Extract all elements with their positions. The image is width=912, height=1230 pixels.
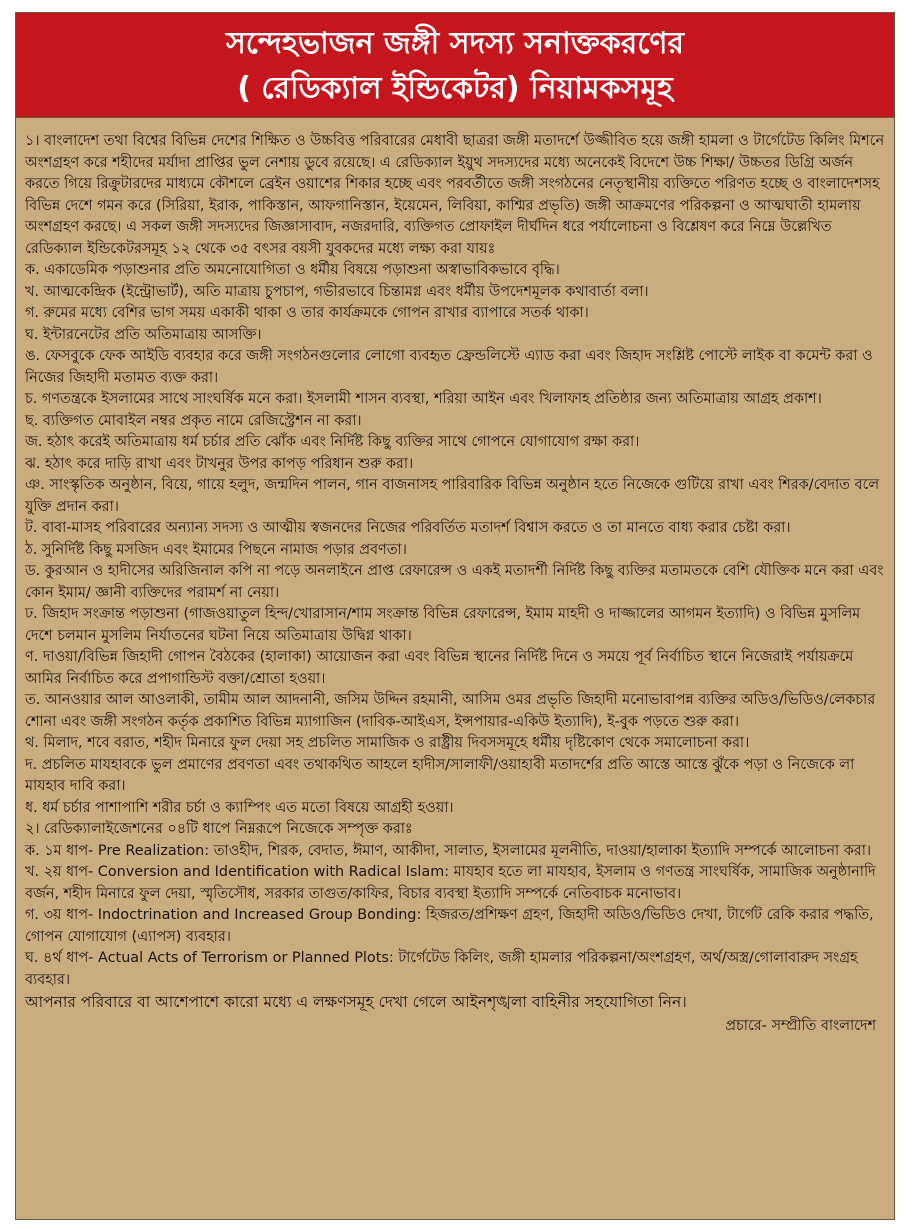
indicator-item: থ. মিলাদ, শবে বরাত, শহীদ মিনারে ফুল দেয়া সহ প্রচলিত সামাজিক ও রাষ্ট্রীয় দিবসসমূহে ধর্মীয় দৃষ্টিকোণ থেকে সমালোচনা করা। [25, 735, 750, 751]
stage-item: ক. ১ম ধাপ- Pre Realization: তাওহীদ, শিরক, বেদাত, ঈমাণ, আকীদা, সালাত, ইসলামের মূলনীতি, দাওয়া/হালাকা ইত্যাদি সম্পর্কে আলোচনা করা। [25, 842, 872, 859]
indicator-item: ট. বাবা-মাসহ পরিবারের অন্যান্য সদস্য ও আত্মীয় স্বজনদের নিজের পরিবর্তিত মতাদর্শ বিশ্বাস করতে ও তা মানতে বাধ্য করার চেষ্টা করা। [25, 520, 791, 536]
indicator-item: গ. রুমের মধ্যে বেশির ভাগ সময় একাকী থাকা ও তার কার্যক্রমকে গোপন রাখার ব্যাপারে সতর্ক থাকা। [25, 305, 589, 321]
intro-paragraph: ১। বাংলাদেশ তথা বিশ্বের বিভিন্ন দেশের শিক্ষিত ও উচ্চবিত্ত পরিবারের মেধাবী ছাত্ররা জঙ্গী মতাদর্শে উজ্জীবিত হয়ে জঙ্গী হামলা ও টার্গেটেড কিলিং মিশনে অংশগ্রহণ করে শহীদের মর্যাদা প্রাপ্তির ভুল নেশায় ডুবে রয়েছে। এ রেডিক্যাল ইয়ুথ সদস্যদের মধ্যে অনেকেই বিদেশে উচ্চ শিক্ষা/ উচ্চতর ডিগ্রি অর্জন করতে গিয়ে রিক্রুটারদের মাধ্যমে কৌশলে ব্রেইন ওয়াশের শিকার হচ্ছে এবং পরবর্তীতে জঙ্গী সংগঠনের নেতৃস্থানীয় ব্যক্তিতে পরিণত হচ্ছে ও বাংলাদেশসহ বিভিন্ন দেশে গমন করে (সিরিয়া, ইরাক, পাকিস্তান, আফগানিস্তান, ইয়েমেন, লিবিয়া, কাশ্মির প্রভৃতি) জঙ্গী আক্রমণের পরিকল্পনা ও আত্মঘাতী হামলায় অংশগ্রহণ করছে। এ সকল জঙ্গী সদস্যদের জিজ্ঞাসাবাদ, নজরদারি, ব্যক্তিগত প্রোফাইল দীর্ঘদিন ধরে পর্যালোচনা ও বিশ্লেষণ করে নিম্নে উল্লেখিত রেডিক্যাল ইন্ডিকেটরসমূহ ১২ থেকে ৩৫ বৎসর বয়সী যুবকদের মধ্যে লক্ষ্য করা যায়ঃ [25, 133, 885, 257]
stage-item: খ. ২য় ধাপ- Conversion and Identification with Radical Islam: মাযহাব হতে লা মাযহাব, ইসলাম ও গণতন্ত্র সাংঘর্ষিক, সামাজিক অনুষ্ঠানাদি বর্জন, শহীদ মিনারে ফুল দেয়া, স্মৃতিসৌধ, সরকার তাগুত/কাফির, বিচার ব্যবস্থা ইত্যাদি সম্পর্কে নেতিবাচক মনোভাব। [25, 864, 876, 902]
stages-intro: ২। রেডিক্যালাইজেশনের ০৪টি ধাপে নিম্নরূপে নিজেকে সম্পৃক্ত করাঃ [25, 821, 413, 837]
indicator-item: চ. গণতন্ত্রকে ইসলামের সাথে সাংঘর্ষিক মনে করা। ইসলামী শাসন ব্যবস্থা, শরিয়া আইন এবং খিলাফাহ প্রতিষ্ঠার জন্য অতিমাত্রায় আগ্রহ প্রকাশ। [25, 391, 822, 407]
title-line-2: ( রেডিক্যাল ইন্ডিকেটর) নিয়ামকসমূহ [237, 71, 673, 106]
credit-line: প্রচারে- সম্প্রীতি বাংলাদেশ [725, 1018, 876, 1034]
indicator-item: ত. আনওয়ার আল আওলাকী, তামীম আল আদনানী, জসিম উদ্দিন রহমানী, আসিম ওমর প্রভৃতি জিহাদী মনোভাবাপন্ন ব্যক্তির অডিও/ভিডিও/লেকচার শোনা এবং জঙ্গী সংগঠন কর্তৃক প্রকাশিত বিভিন্ন ম্যাগাজিন (দাবিক-আইএস, ইন্সপায়ার-একিউ ইত্যাদি), ই-বুক পড়তে শুরু করা। [25, 692, 876, 730]
stage-item: ঘ. ৪র্থ ধাপ- Actual Acts of Terrorism or Planned Plots: টার্গেটেড কিলিং, জঙ্গী হামলার পরিকল্পনা/অংশগ্রহণ, অর্থ/অস্ত্র/গোলাবারুদ সংগ্রহ ব্যবহার। [25, 950, 858, 988]
indicator-item: ঞ. সাংস্কৃতিক অনুষ্ঠান, বিয়ে, গায়ে হলুদ, জন্মদিন পালন, গান বাজনাসহ পারিবারিক বিভিন্ন অনুষ্ঠান হতে নিজেকে গুটিয়ে রাখা এবং শিরক/বেদাত বলে যুক্তি প্রদান করা। [25, 477, 880, 515]
indicator-item: ক. একাডেমিক পড়াশুনার প্রতি অমনোযোগিতা ও ধর্মীয় বিষয়ে পড়াশুনা অস্বাভাবিকভাবে বৃদ্ধি। [25, 262, 560, 278]
poster [15, 12, 895, 1220]
indicator-item: ধ. ধর্ম চর্চার পাশাপাশি শরীর চর্চা ও ক্যাম্পিং এত মতো বিষয়ে আগ্রহী হওয়া। [25, 799, 454, 816]
indicator-item: ঘ. ইন্টারনেটের প্রতি অতিমাত্রায় আসক্তি। [25, 326, 262, 343]
closing-note: আপনার পরিবারে বা আশেপাশে কারো মধ্যে এ লক্ষণসমূহ দেখা গেলে আইনশৃঙ্খলা বাহিনীর সহযোগিতা নিন। [25, 993, 687, 1011]
indicator-item: ণ. দাওয়া/বিভিন্ন জিহাদী গোপন বৈঠকের (হালাকা) আয়োজন করা এবং বিভিন্ন স্থানের নির্দিষ্ট দিনে ও সময়ে পূর্ব নির্বাচিত স্থানে নিজেরাই পর্যায়ক্রমে আমির নির্বাচিত করে প্রপাগান্ডিস্ট বক্তা/শ্রোতা হওয়া। [25, 649, 854, 687]
indicator-item: ঝ. হঠাৎ করে দাড়ি রাখা এবং টাখনুর উপর কাপড় পরিধান শুরু করা। [25, 455, 414, 472]
indicator-item: খ. আত্মকেন্দ্রিক (ইন্ট্রোভার্ট), অতি মাত্রায় চুপচাপ, গভীরভাবে চিন্তামগ্ন এবং ধর্মীয় উপদেশমূলক কথাবার্তা বলা। [25, 283, 649, 300]
indicator-item: ঢ. জিহাদ সংক্রান্ত পড়াশুনা (গাজওয়াতুল হিন্দ/খোরাসান/শাম সংক্রান্ত বিভিন্ন রেফারেন্স, ইমাম মাহদী ও দাজ্জালের আগমন ইত্যাদি) ও বিভিন্ন মুসলিম দেশে চলমান মুসলিম নির্যাতনের ঘটনা নিয়ে অতিমাত্রায় উদ্বিগ্ন থাকা। [25, 606, 861, 644]
indicator-item: ড. কুরআন ও হাদীসের অরিজিনাল কপি না পড়ে অনলাইনে প্রাপ্ত রেফারেন্স ও একই মতাদর্শী নির্দিষ্ট কিছু ব্যক্তির মতামতকে বেশি যৌক্তিক মনে করা এবং কোন ইমাম/ জ্ঞানী ব্যক্তিদের পরামর্শ না নেয়া। [25, 563, 884, 601]
indicator-item: ছ. ব্যক্তিগত মোবাইল নম্বর প্রকৃত নামে রেজিস্ট্রেশন না করা। [25, 412, 362, 429]
indicator-item: দ. প্রচলিত মাযহাবকে ভুল প্রমাণের প্রবণতা এবং তথাকথিত আহলে হাদীস/সালাফী/ওয়াহাবী মতাদর্শের প্রতি আস্তে আস্তে ঝুঁকে পড়া ও নিজেকে লা মাযহাব দাবি করা। [25, 756, 855, 794]
indicator-item: জ. হঠাৎ করেই অতিমাত্রায় ধর্ম চর্চার প্রতি ঝোঁক এবং নির্দিষ্ট কিছু ব্যক্তির সাথে গোপনে যোগাযোগ রক্ষা করা। [25, 434, 640, 450]
title-line-1: সন্দেহভাজন জঙ্গী সদস্য সনাক্তকরণের [225, 26, 684, 61]
indicator-item: ঠ. সুনির্দিষ্ট কিছু মসজিদ এবং ইমামের পিছনে নামাজ পড়ার প্রবণতা। [25, 541, 407, 558]
indicator-item: ঙ. ফেসবুকে ফেক আইডি ব্যবহার করে জঙ্গী সংগঠনগুলোর লোগো ব্যবহৃত ফ্রেন্ডলিস্টে এ্যাড করা এবং জিহাদ সংশ্লিষ্ট পোস্টে লাইক বা কমেন্ট করা ও নিজের জিহাদী মতামত ব্যক্ত করা। [25, 348, 873, 386]
poster-body [25, 131, 886, 1038]
title-banner [16, 13, 894, 118]
stage-item: গ. ৩য় ধাপ- Indoctrination and Increased Group Bonding: হিজরত/প্রশিক্ষণ গ্রহণ, জিহাদী অডিও/ভিডিও দেখা, টার্গেট রেকি করার পদ্ধতি, গোপন যোগাযোগ (এ্যাপস) ব্যবহার। [25, 907, 874, 945]
